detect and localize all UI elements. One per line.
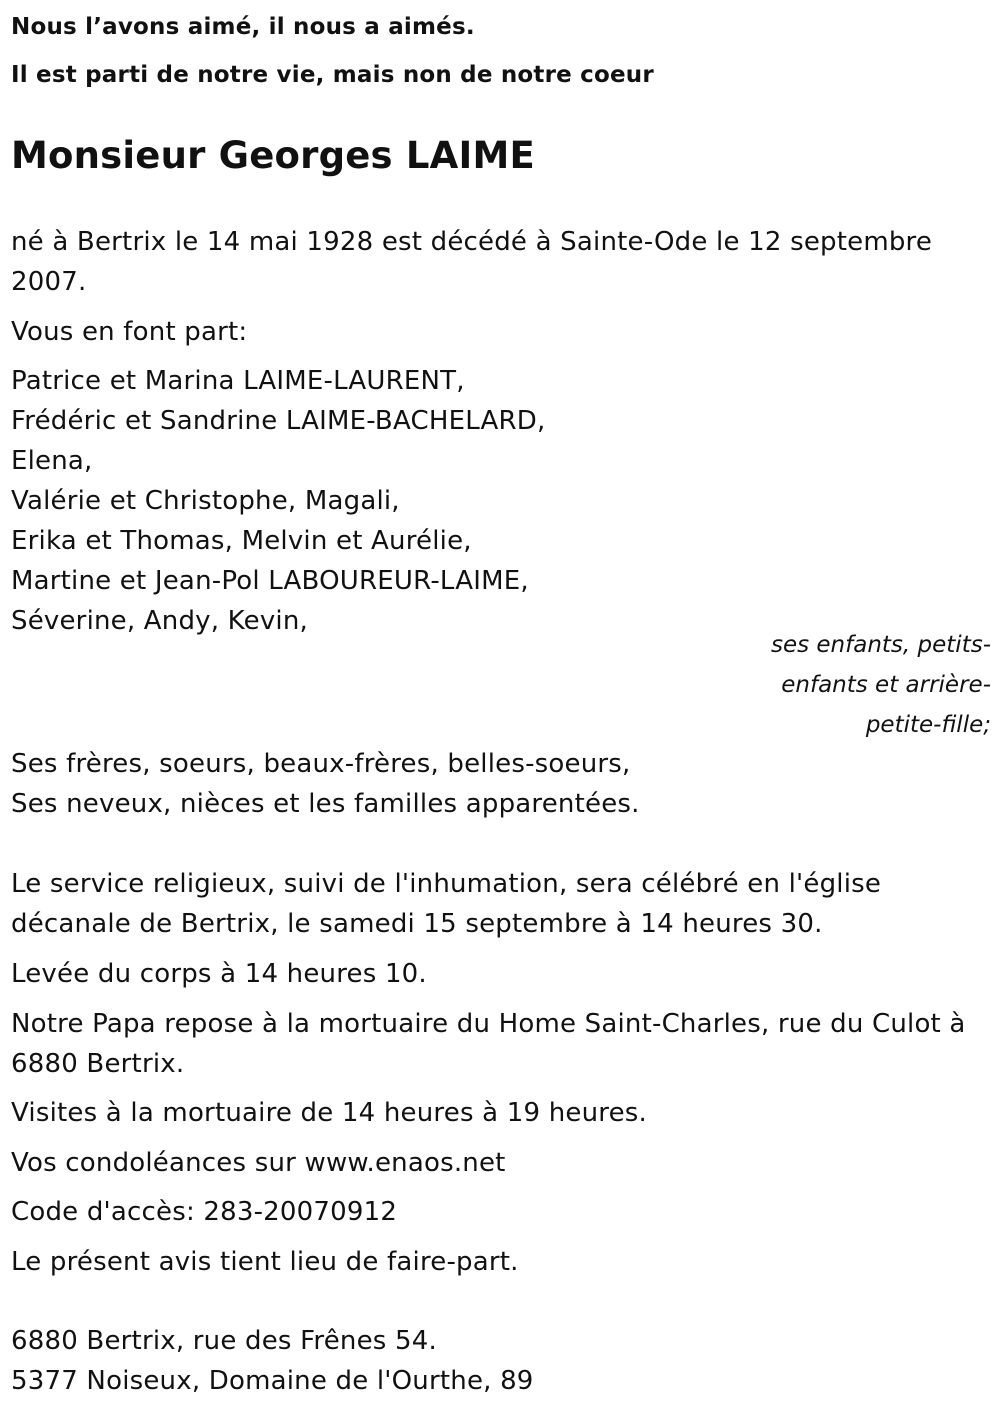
family-line: Patrice et Marina LAIME-LAURENT, xyxy=(11,366,465,396)
mortuary-line-2: 6880 Bertrix. xyxy=(11,1049,185,1079)
condolences-text: Vos condoléances sur www.enaos.net xyxy=(11,1148,506,1178)
visits-text: Visites à la mortuaire de 14 heures à 19 heures. xyxy=(11,1098,647,1128)
relation-line: petite-fille; xyxy=(865,712,991,738)
epigraph-line-1: Nous l’avons aimé, il nous a aimés. xyxy=(11,14,475,40)
relatives-line: Ses frères, soeurs, beaux-frères, belles-soeurs, xyxy=(11,749,631,779)
family-line: Erika et Thomas, Melvin et Aurélie, xyxy=(11,526,472,556)
service-line-2: décanale de Bertrix, le samedi 15 septembre à 14 heures 30. xyxy=(11,909,823,939)
family-line: Séverine, Andy, Kevin, xyxy=(11,606,308,636)
address-line: 5377 Noiseux, Domaine de l'Ourthe, 89 xyxy=(11,1366,534,1396)
announce-text: Vous en font part: xyxy=(11,317,248,347)
service-line-1: Le service religieux, suivi de l'inhumation, sera célébré en l'église xyxy=(11,869,882,899)
access-code-text: Code d'accès: 283-20070912 xyxy=(11,1197,398,1227)
family-line: Frédéric et Sandrine LAIME-BACHELARD, xyxy=(11,406,546,436)
family-line: Elena, xyxy=(11,446,93,476)
birth-death-line-2: 2007. xyxy=(11,267,87,297)
levee-text: Levée du corps à 14 heures 10. xyxy=(11,959,427,989)
epigraph-line-2: Il est parti de notre vie, mais non de notre coeur xyxy=(11,62,654,88)
notice-text: Le présent avis tient lieu de faire-part. xyxy=(11,1247,519,1277)
deceased-name-title: Monsieur Georges LAIME xyxy=(11,134,535,177)
family-line: Valérie et Christophe, Magali, xyxy=(11,486,400,516)
mortuary-line-1: Notre Papa repose à la mortuaire du Home Saint-Charles, rue du Culot à xyxy=(11,1009,966,1039)
family-line: Martine et Jean-Pol LABOUREUR-LAIME, xyxy=(11,566,529,596)
address-line: 6880 Bertrix, rue des Frênes 54. xyxy=(11,1326,437,1356)
relation-line: ses enfants, petits- xyxy=(770,632,991,658)
birth-death-line-1: né à Bertrix le 14 mai 1928 est décédé à Sainte-Ode le 12 septembre xyxy=(11,227,933,257)
relatives-line: Ses neveux, nièces et les familles apparentées. xyxy=(11,789,640,819)
relation-line: enfants et arrière- xyxy=(781,672,991,698)
